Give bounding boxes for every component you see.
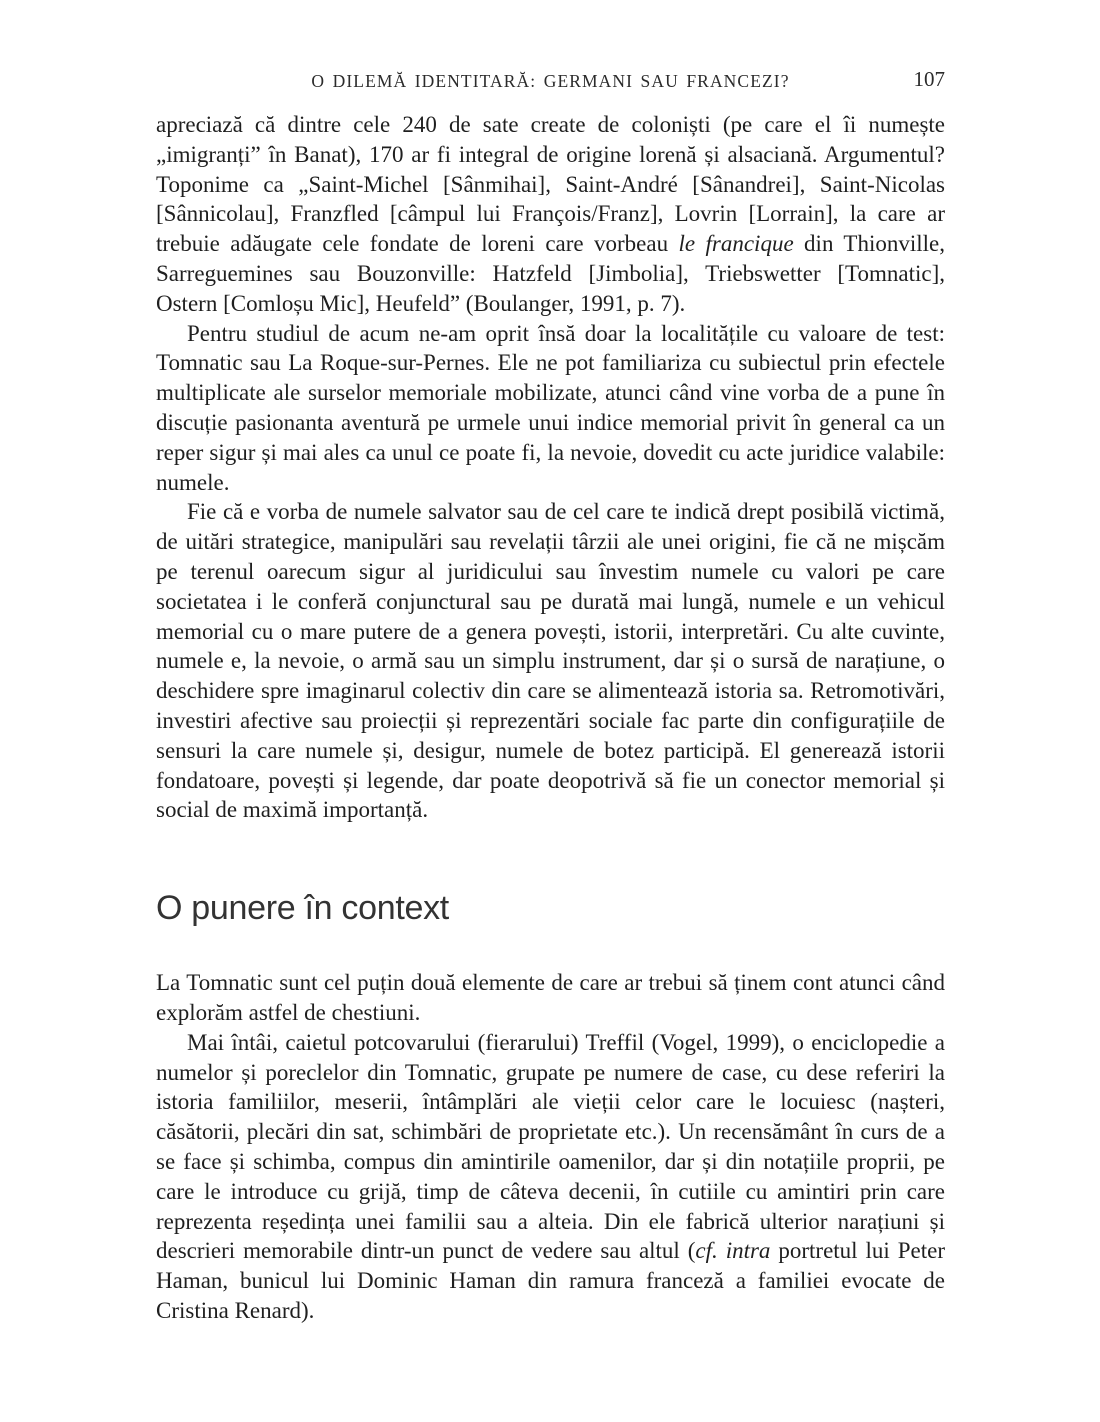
paragraph bbox=[156, 319, 945, 498]
section-heading: O punere în context bbox=[156, 889, 449, 928]
body-text: portretul lui Peter Haman, bunicul lui Dominic Haman din ramura franceză a familiei evocate de Cristina Renard). bbox=[156, 1238, 945, 1323]
paragraph bbox=[156, 968, 945, 1028]
paragraph bbox=[156, 497, 945, 825]
paragraph bbox=[156, 110, 945, 319]
body-text: Fie că e vorba de numele salvator sau de cel care te indică drept posibilă victimă, de uitări strategice, manipulări sau revelații târzii ale unei origini, fie că ne mișcăm pe terenul oarecum sigur al juridicului sau învestim numele cu valori pe care societatea i le conferă conjunctural sau pe durată mai lungă, numele e un vehicul memorial cu o mare putere de a genera povești, istorii, interpretări. Cu alte cuvinte, numele e, la nevoie, o armă sau un simplu instrument, dar și o sursă de narațiune, o deschidere spre imaginarul colectiv din care se alimentează istoria sa. Retromotivări, investiri afective sau proiecții și reprezentări sociale fac parte din configurațiile de sensuri la care numele și, desigur, numele de botez participă. El generează istorii fondatoare, povești și legende, dar poate deopotrivă să fie un conector memorial și social de maximă importanță. bbox=[156, 499, 945, 823]
body-text: apreciază că dintre cele 240 de sate create de coloniști (pe care el îi numește „imigranți” în Banat), 170 ar fi integral de origine lorenă și alsaciană. Argumentul? Toponime ca „Saint-Michel [Sânmihai], Saint-André [Sânandrei], Saint-Nicolas [Sânnicolau], Franzfled [câmpul lui François/Franz], Lovrin [Lorrain], la care ar trebuie adăugate cele fondate de loreni care vorbeau bbox=[156, 112, 945, 257]
section-body-2 bbox=[156, 968, 945, 1326]
body-text: Pentru studiul de acum ne-am oprit însă doar la localitățile cu valoare de test: Tomnatic sau La Roque-sur-Pernes. Ele ne pot familiariza cu subiectul prin efectele multiplicate ale surselor memoriale mobilizate, atunci când vine vorba de a pune în discuție pasionanta aventură pe urmele unui indice memorial privit în general ca un reper sigur și mai ales ca unul ce poate fi, la nevoie, dovedit cu acte juridice valabile: numele. bbox=[156, 320, 945, 495]
italic-text: cf. intra bbox=[695, 1238, 771, 1264]
italic-text: le francique bbox=[678, 231, 794, 257]
running-title: O DILEMĂ IDENTITARĂ: GERMANI SAU FRANCEZI? bbox=[311, 71, 790, 91]
paragraph bbox=[156, 1028, 945, 1326]
page-header bbox=[156, 67, 945, 92]
body-text: din Thionville, Sarreguemines sau Bouzonville: Hatzfeld [Jimbolia], Triebswetter [Tomnatic], Ostern [Comloșu Mic], Heufeld” (Boulanger, 1991, p. 7). bbox=[156, 231, 946, 316]
body-text: Mai întâi, caietul potcovarului (fierarului) Treffil (Vogel, 1999), o enciclopedie a numelor și poreclelor din Tomnatic, grupate pe numere de case, cu dese referiri la istoria familiilor, meserii, întâmplări ale vieții celor care le locuiesc (nașteri, căsătorii, plecări din sat, schimbări de proprietate etc.). Un recensământ în curs de a se face și schimba, compus din amintirile oamenilor, dar și din notațiile proprii, pe care le introduce cu grijă, timp de câteva decenii, în cutiile cu amintiri prin care reprezenta reședința unei familii sau a alteia. Din ele fabrică ulterior narațiuni și descrieri memorabile dintr-un punct de vedere sau altul ( bbox=[156, 1029, 945, 1264]
page-number: 107 bbox=[913, 67, 945, 91]
body-text: La Tomnatic sunt cel puțin două elemente de care ar trebui să ținem cont atunci când explorăm astfel de chestiuni. bbox=[156, 970, 945, 1025]
text-column bbox=[156, 110, 945, 1326]
section-body-1 bbox=[156, 110, 945, 825]
